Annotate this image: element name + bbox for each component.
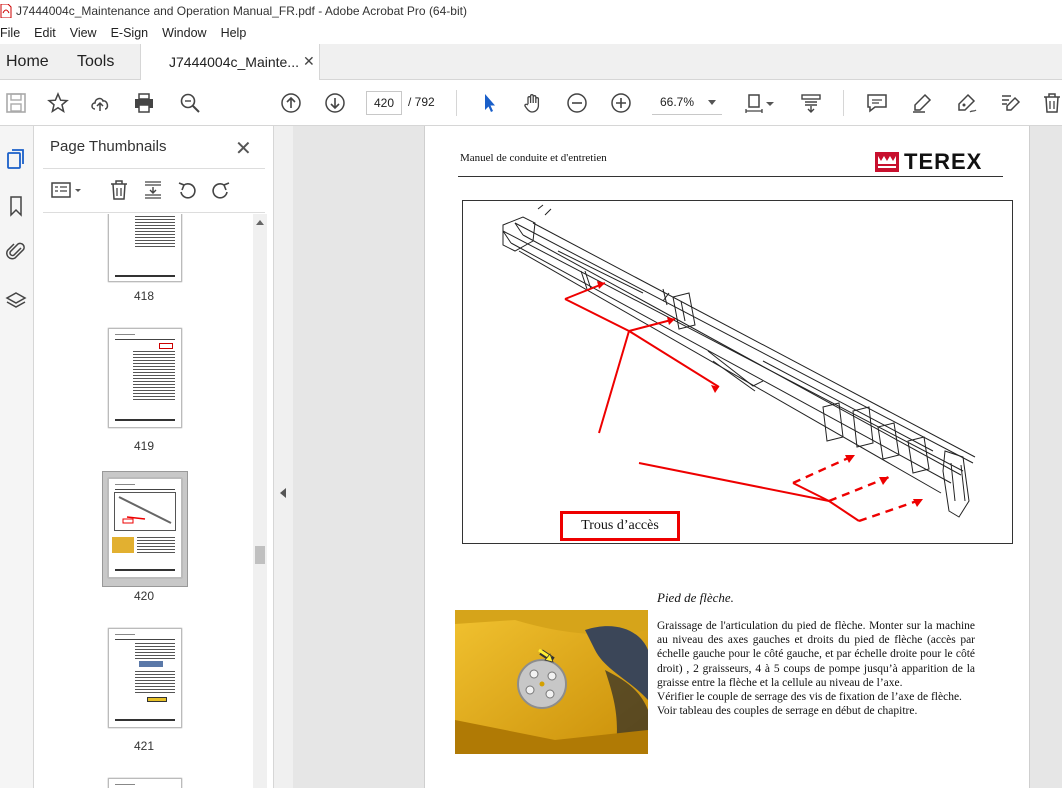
thumbnail-boom-drawing <box>115 493 177 532</box>
terex-logo <box>875 150 1003 174</box>
panel-divider <box>43 168 265 169</box>
main-toolbar <box>0 80 1062 126</box>
menu-esign[interactable]: E-Sign <box>110 26 149 40</box>
thumbnail-footer <box>115 719 175 721</box>
thumbnail-header <box>115 484 135 485</box>
page-number-input[interactable]: 420 <box>366 91 402 115</box>
thumbnail-page-number: 418 <box>133 289 155 303</box>
layers-icon[interactable] <box>3 288 29 314</box>
next-page-icon[interactable] <box>323 91 347 115</box>
thumbnail-warning-label <box>147 697 167 702</box>
scrolling-mode-icon[interactable] <box>799 91 823 115</box>
zoom-level-value: 66.7% <box>660 95 695 109</box>
tab-tools[interactable]: Tools <box>77 53 115 70</box>
thumbnail-list <box>35 214 253 788</box>
thumbnail-page-number: 419 <box>133 439 155 453</box>
thumbnail-diagram <box>139 661 163 667</box>
page-thumbnail-selected[interactable] <box>108 478 182 578</box>
toolbar-divider <box>843 90 844 116</box>
page-thumbnail[interactable] <box>108 778 182 788</box>
rotate-clockwise-icon[interactable] <box>209 178 233 202</box>
rotate-counterclockwise-icon[interactable] <box>175 178 199 202</box>
scrollbar-thumb[interactable] <box>255 546 265 564</box>
upload-cloud-icon[interactable] <box>88 91 112 115</box>
panel-divider <box>43 212 265 213</box>
thumbnail-header-rule <box>115 339 175 340</box>
thumbnail-text-block <box>135 643 175 659</box>
page-header-rule <box>458 176 1003 177</box>
section-title: Pied de flèche. <box>657 590 734 605</box>
collapse-panel-icon[interactable] <box>280 488 286 498</box>
scroll-up-icon[interactable] <box>256 220 264 225</box>
print-icon[interactable] <box>132 91 156 115</box>
close-tab-icon[interactable]: ✕ <box>303 53 315 69</box>
close-panel-icon[interactable]: ✕ <box>235 138 252 160</box>
thumbnail-photo <box>112 537 134 553</box>
thumbnail-text-block <box>133 351 175 401</box>
body-paragraph: Vérifier le couple de serrage des vis de fixation de l’axe de flèche. <box>657 691 962 704</box>
attachments-icon[interactable] <box>3 238 29 264</box>
thumbnail-options-icon[interactable] <box>49 178 85 202</box>
page-thumbnails-icon[interactable] <box>3 146 29 172</box>
thumbnail-text-block <box>135 214 175 249</box>
highlight-pen-icon[interactable] <box>910 91 934 115</box>
boom-figure <box>462 200 1013 544</box>
thumbnail-header-rule <box>115 639 175 640</box>
menu-help[interactable]: Help <box>220 26 247 40</box>
thumbnail-footer <box>115 275 175 277</box>
access-holes-callout: Trous d’accès <box>560 511 680 541</box>
hand-tool-icon[interactable] <box>521 91 545 115</box>
thumbnail-header-rule <box>115 489 175 490</box>
page-thumbnail[interactable] <box>108 628 182 728</box>
tab-home[interactable]: Home <box>6 53 49 70</box>
comment-icon[interactable] <box>865 91 889 115</box>
toolbar-divider <box>456 90 457 116</box>
window-title-bar <box>0 0 1062 22</box>
body-paragraph: Graissage de l'articulation du pied de flèche. Monter sur la machine au niveau des axes gauches et droits du pied de flèche (accès par échelle gauche pour le côté gauche, et par échelle droite pour le côté droit) , 2 graisseurs, 4 à 5 coups de pompe jusqu’à apparition de la graisse entre la flèche et la cellule au niveau de l’axe. <box>657 620 975 689</box>
menu-view[interactable]: View <box>69 26 97 40</box>
page-total: / 792 <box>408 95 435 109</box>
thumbnail-header <box>115 784 135 785</box>
menu-bar <box>0 22 1062 44</box>
edit-pdf-icon[interactable] <box>998 91 1022 115</box>
delete-trash-icon[interactable] <box>1040 91 1062 115</box>
thumbnail-page-number: 421 <box>133 739 155 753</box>
menu-edit[interactable]: Edit <box>34 26 56 40</box>
document-viewer[interactable] <box>293 126 1062 788</box>
menu-file[interactable]: File <box>0 26 21 40</box>
thumbnails-scrollbar[interactable] <box>253 214 267 788</box>
page-thumbnail[interactable] <box>108 214 182 282</box>
bookmark-star-icon[interactable] <box>46 91 70 115</box>
body-paragraph: Voir tableau des couples de serrage en début de chapitre. <box>657 705 918 718</box>
page-thumbnails-panel <box>35 126 273 788</box>
bookmarks-icon[interactable] <box>3 193 29 219</box>
window-title: J7444004c_Maintenance and Operation Manual_FR.pdf - Adobe Acrobat Pro (64-bit) <box>16 4 467 18</box>
thumbnail-red-box <box>159 343 173 349</box>
panel-splitter[interactable] <box>273 126 293 788</box>
page-fit-dropdown-icon[interactable] <box>765 91 775 115</box>
save-icon[interactable] <box>4 91 28 115</box>
menu-window[interactable]: Window <box>162 26 207 40</box>
thumbnail-figure-frame <box>114 492 176 531</box>
pdf-page <box>424 126 1030 788</box>
thumbnail-header <box>115 334 135 335</box>
thumbnail-page-number: 420 <box>133 589 155 603</box>
navigation-rail <box>0 126 34 788</box>
zoom-level-select[interactable] <box>652 91 722 115</box>
zoom-search-icon[interactable] <box>178 91 202 115</box>
terex-logo-text: TEREX <box>904 149 983 174</box>
tab-document[interactable] <box>140 44 320 81</box>
pdf-file-icon <box>0 4 12 18</box>
insert-pages-icon[interactable] <box>141 178 165 202</box>
zoom-in-icon[interactable] <box>609 91 633 115</box>
select-cursor-icon[interactable] <box>477 91 501 115</box>
delete-pages-icon[interactable] <box>107 178 131 202</box>
thumbnail-text-block <box>135 671 175 693</box>
tab-document-label: J7444004c_Mainte... <box>169 54 299 70</box>
thumbnail-text-block <box>137 537 175 555</box>
chevron-down-icon <box>708 100 716 105</box>
thumbnail-footer <box>115 569 175 571</box>
telescopic-boom-drawing <box>463 201 1014 545</box>
page-fit-icon[interactable] <box>743 91 767 115</box>
thumbnail-header <box>115 634 135 635</box>
previous-page-icon[interactable] <box>279 91 303 115</box>
zoom-out-icon[interactable] <box>565 91 589 115</box>
page-thumbnail[interactable] <box>108 328 182 428</box>
section-body <box>657 619 975 718</box>
thumbnail-footer <box>115 419 175 421</box>
panel-title: Page Thumbnails <box>50 138 167 155</box>
tab-bar <box>0 44 1062 80</box>
sign-pen-icon[interactable] <box>954 91 978 115</box>
boom-foot-photo <box>455 610 648 754</box>
terex-logo-mark <box>875 152 899 172</box>
page-header-text: Manuel de conduite et d'entretien <box>460 152 607 164</box>
